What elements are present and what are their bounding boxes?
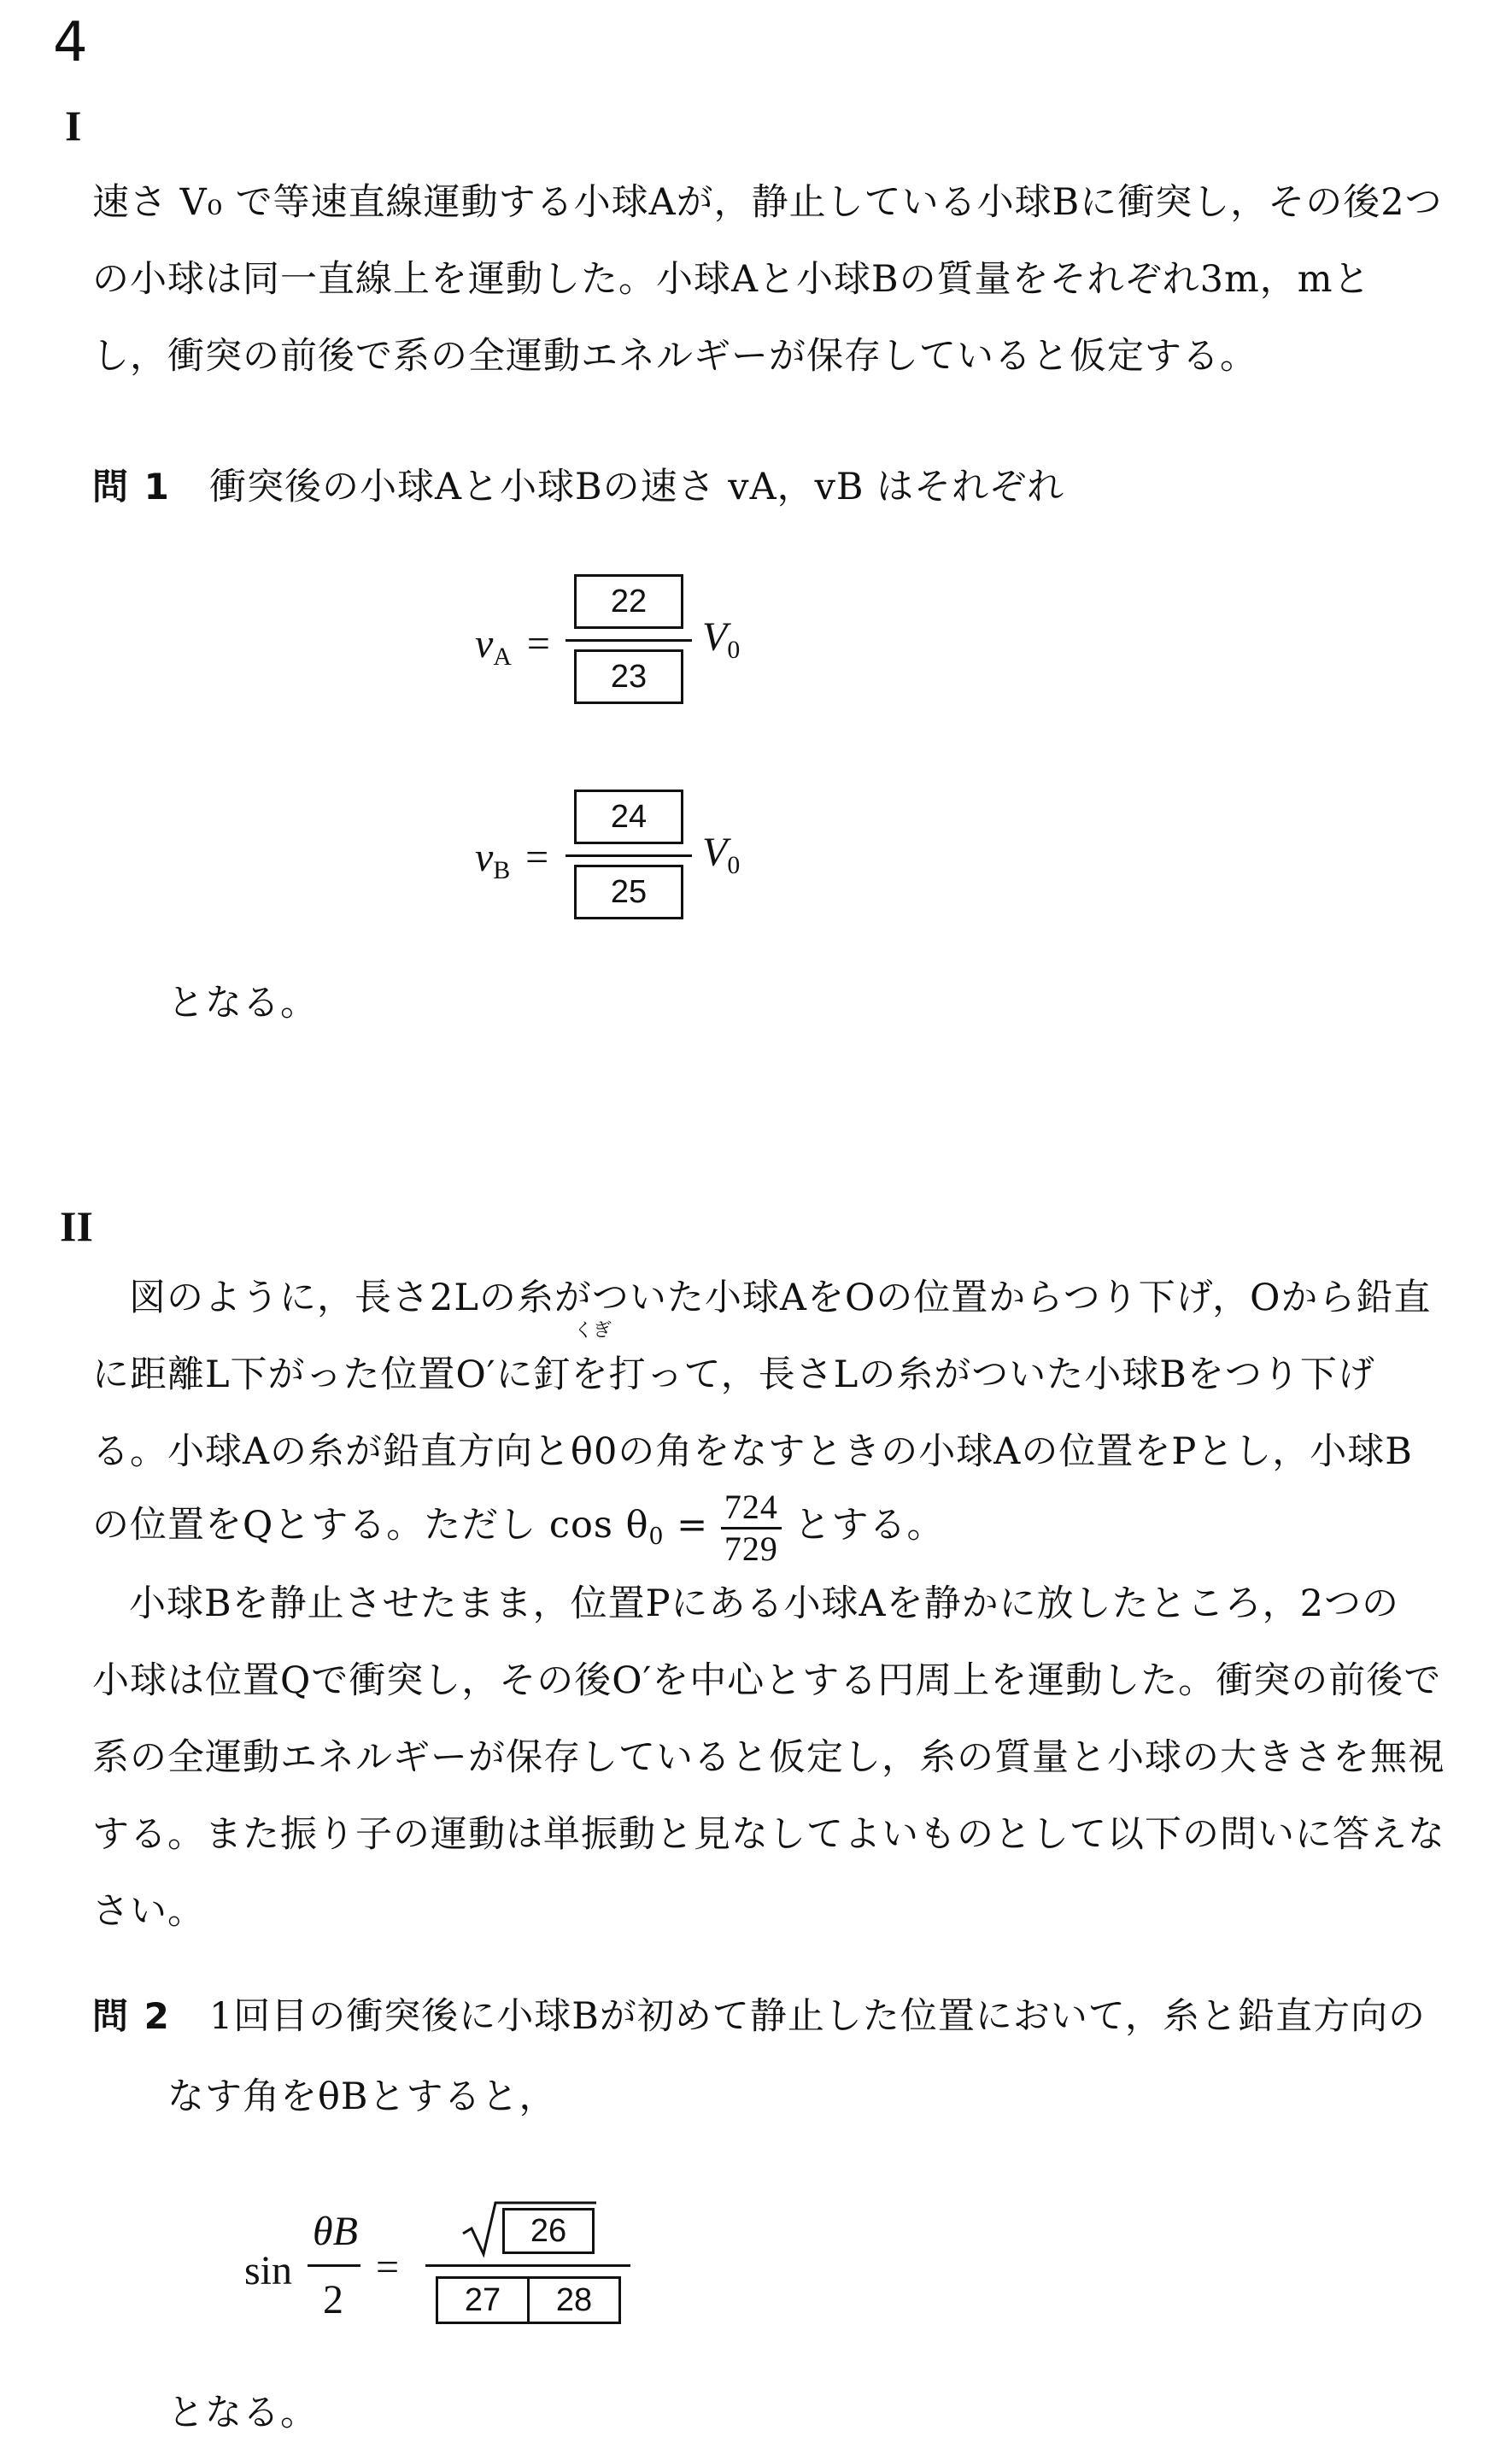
intro-line-3: し，衝突の前後で系の全運動エネルギーが保存していると仮定する。 xyxy=(92,335,1257,378)
eq-vb-rhs: $V_0$ xyxy=(702,830,741,879)
question-1-text: 衝突後の小球Aと小球Bの速さ vA，vB はそれぞれ xyxy=(208,466,1065,508)
intro-line-2: の小球は同一直線上を運動した。小球Aと小球Bの質量をそれぞれ3m，mと xyxy=(92,258,1371,301)
section2-paragraph-2 xyxy=(92,1565,1493,1950)
furigana-kugi: くぎ xyxy=(574,1320,612,1341)
fraction-bar-va xyxy=(566,639,692,642)
para2-line-2: 小球は位置Qで衝突し，その後O′を中心とする円周上を運動した。衝突の前後で xyxy=(92,1659,1442,1702)
answer-box-28[interactable]: 28 xyxy=(527,2276,621,2324)
intro-line-1: 速さ V₀ で等速直線運動する小球Aが，静止している小球Bに衝突し，その後2つ xyxy=(92,181,1443,224)
answer-box-22[interactable]: 22 xyxy=(574,574,683,629)
cos-frac-den: 729 xyxy=(724,1529,778,1568)
eq-va-rhs: $V_0$ xyxy=(702,614,741,664)
para1-line-3: る。小球Aの糸が鉛直方向とθ0の角をなすときの小球Aの位置をPとし，小球B xyxy=(92,1430,1413,1473)
question-2 xyxy=(92,1991,1493,2050)
para1-line-2: に距離L下がった位置O′に釘を打って，長さLの糸がついた小球Bをつり下げ xyxy=(92,1353,1375,1396)
cos-line-suffix: とする。 xyxy=(794,1504,945,1547)
section-numeral-1: I xyxy=(65,102,82,150)
fraction-bar-vb xyxy=(566,854,692,857)
cos-frac-num: 724 xyxy=(721,1490,782,1529)
answer-box-23[interactable]: 23 xyxy=(574,649,683,704)
para2-line-4: する。また振り子の運動は単振動と見なしてよいものとして以下の問いに答えな xyxy=(92,1813,1445,1856)
question-number: 4 xyxy=(53,11,88,74)
section2-paragraph-1 xyxy=(92,1259,1493,1490)
fraction-bar-sin xyxy=(308,2264,360,2267)
para2-line-3: 系の全運動エネルギーが保存していると仮定し，糸の質量と小球の大きさを無視 xyxy=(92,1736,1445,1779)
eq-sin-func: sin xyxy=(244,2248,293,2293)
question-1-label: 問 1 xyxy=(92,466,171,508)
answer-box-25[interactable]: 25 xyxy=(574,865,683,919)
para2-line-1: 小球Bを静止させたまま，位置Pにある小球Aを静かに放したところ，2つの xyxy=(129,1582,1399,1625)
section-numeral-2: II xyxy=(60,1202,93,1250)
para2-line-5: さい。 xyxy=(92,1890,205,1933)
para1-line-1: 図のように，長さ2Lの糸がついた小球AをOの位置からつり下げ，Oから鉛直 xyxy=(129,1277,1432,1319)
cos-line xyxy=(92,1487,945,1576)
eq-sin-equals: = xyxy=(376,2245,400,2290)
q1-closing: となる。 xyxy=(167,982,318,1024)
question-2-label: 問 2 xyxy=(92,1995,171,2037)
question-2-text-1: 1回目の衝突後に小球Bが初めて静止した位置において，糸と鉛直方向の xyxy=(208,1995,1427,2038)
answer-box-26[interactable]: 26 xyxy=(502,2208,595,2254)
question-2-text-2: なす角をθBとすると， xyxy=(167,2075,557,2118)
answer-box-27[interactable]: 27 xyxy=(436,2276,530,2324)
answer-box-24[interactable]: 24 xyxy=(574,790,683,844)
eq-va-lhs: $v_A$ = xyxy=(475,621,550,671)
eq-sin-num: θB xyxy=(313,2209,358,2254)
question-1 xyxy=(92,461,1459,520)
eq-vb-lhs: $v_B$ = xyxy=(475,835,549,884)
cos-line-prefix: の位置をQとする。ただし $\cos \theta_0$ = xyxy=(92,1504,721,1550)
fraction-bar-sqrt xyxy=(425,2264,630,2267)
cos-fraction xyxy=(721,1487,782,1568)
q2-closing: となる。 xyxy=(167,2392,318,2434)
section1-intro xyxy=(92,164,1493,395)
eq-sin-den: 2 xyxy=(323,2277,343,2322)
